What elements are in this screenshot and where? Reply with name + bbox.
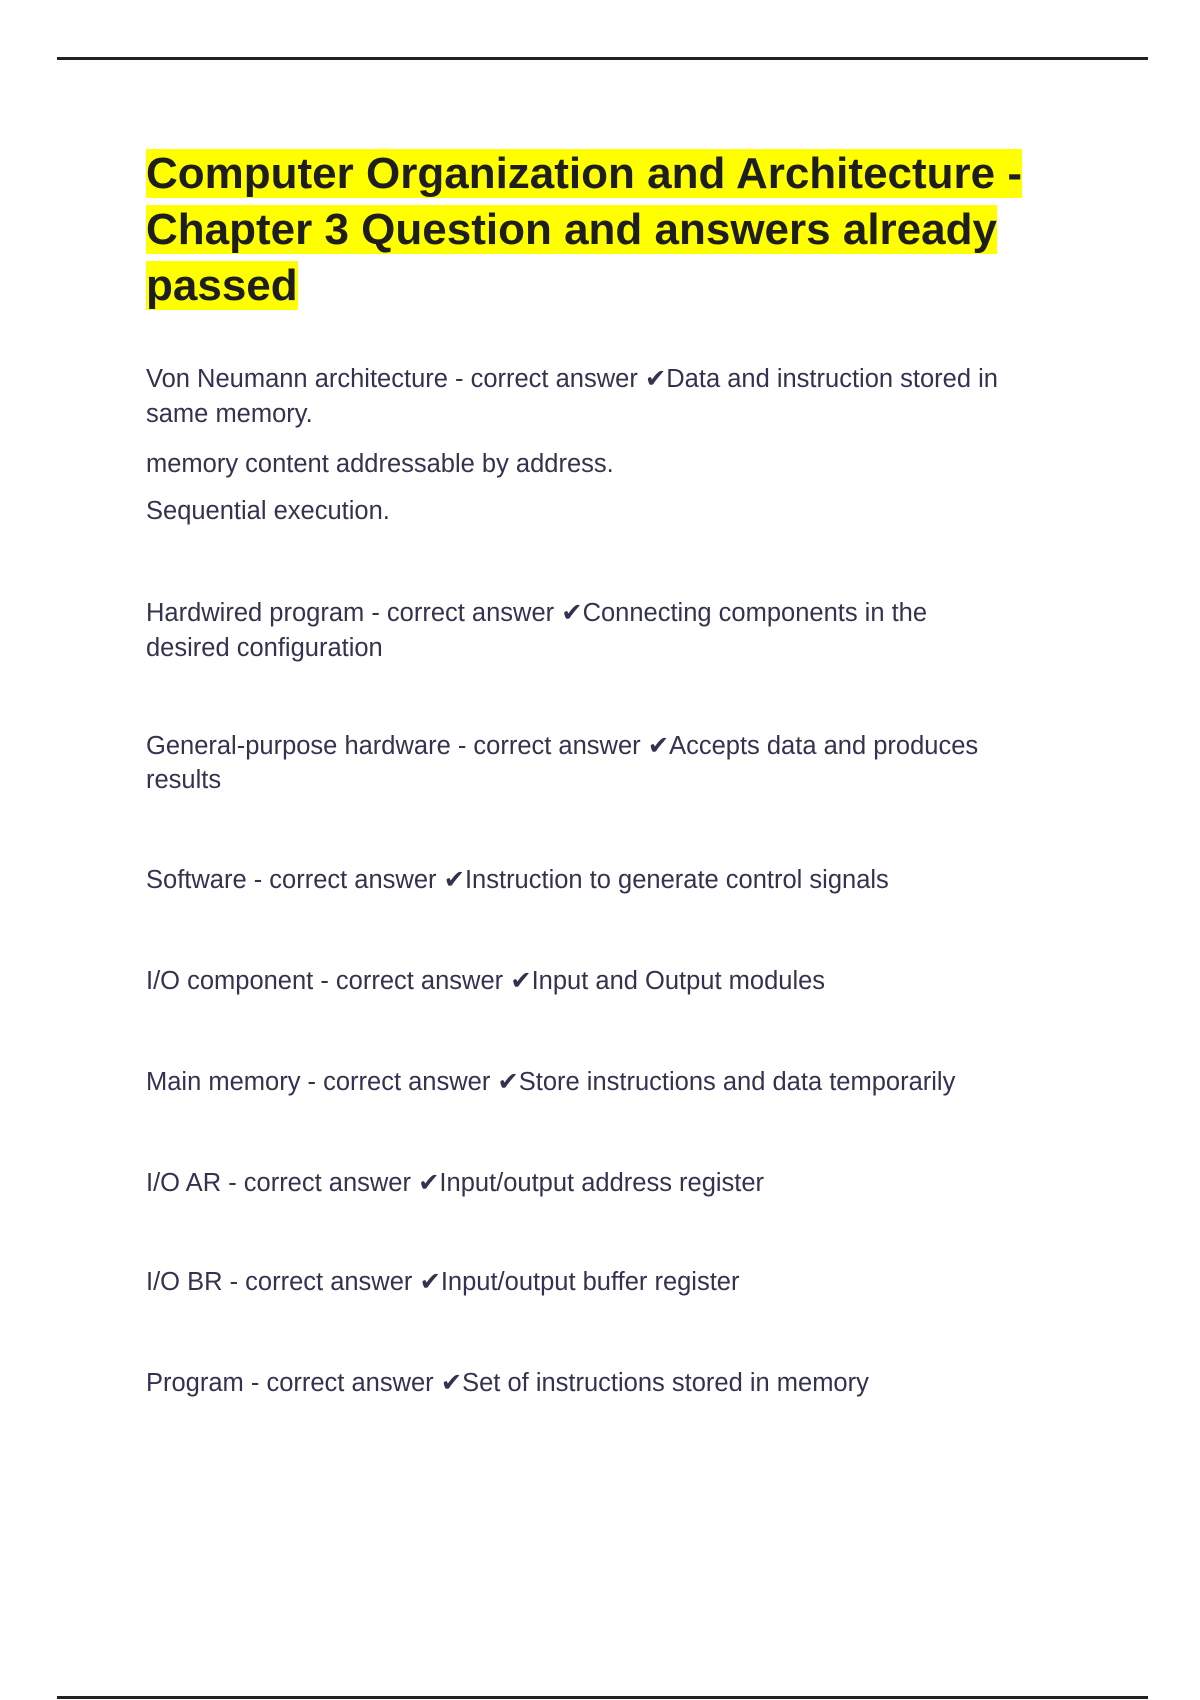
- bottom-rule: [57, 1696, 1148, 1699]
- qa-line: memory content addressable by address.: [146, 450, 614, 478]
- qa-line: Software - correct answer ✔Instruction to generate control signals: [146, 866, 889, 894]
- qa-line: I/O BR - correct answer ✔Input/output buffer register: [146, 1268, 740, 1296]
- document-title: [146, 146, 1096, 314]
- qa-line: desired configuration: [146, 634, 383, 662]
- qa-line: Hardwired program - correct answer ✔Connecting components in the: [146, 599, 928, 627]
- qa-line: I/O AR - correct answer ✔Input/output address register: [146, 1169, 765, 1197]
- qa-line: Von Neumann architecture - correct answer ✔Data and instruction stored in: [146, 365, 998, 393]
- highlighted-title-text: Computer Organization and Architecture - Chapter 3 Question and answers already passed: [146, 149, 1023, 310]
- qa-line: results: [146, 766, 222, 794]
- qa-line: Main memory - correct answer ✔Store instructions and data temporarily: [146, 1068, 956, 1096]
- top-rule: [57, 57, 1148, 60]
- qa-line: Sequential execution.: [146, 497, 390, 525]
- qa-line: I/O component - correct answer ✔Input and Output modules: [146, 967, 826, 995]
- qa-line: same memory.: [146, 400, 313, 428]
- qa-line: General-purpose hardware - correct answer ✔Accepts data and produces: [146, 732, 979, 760]
- qa-line: Program - correct answer ✔Set of instructions stored in memory: [146, 1369, 869, 1397]
